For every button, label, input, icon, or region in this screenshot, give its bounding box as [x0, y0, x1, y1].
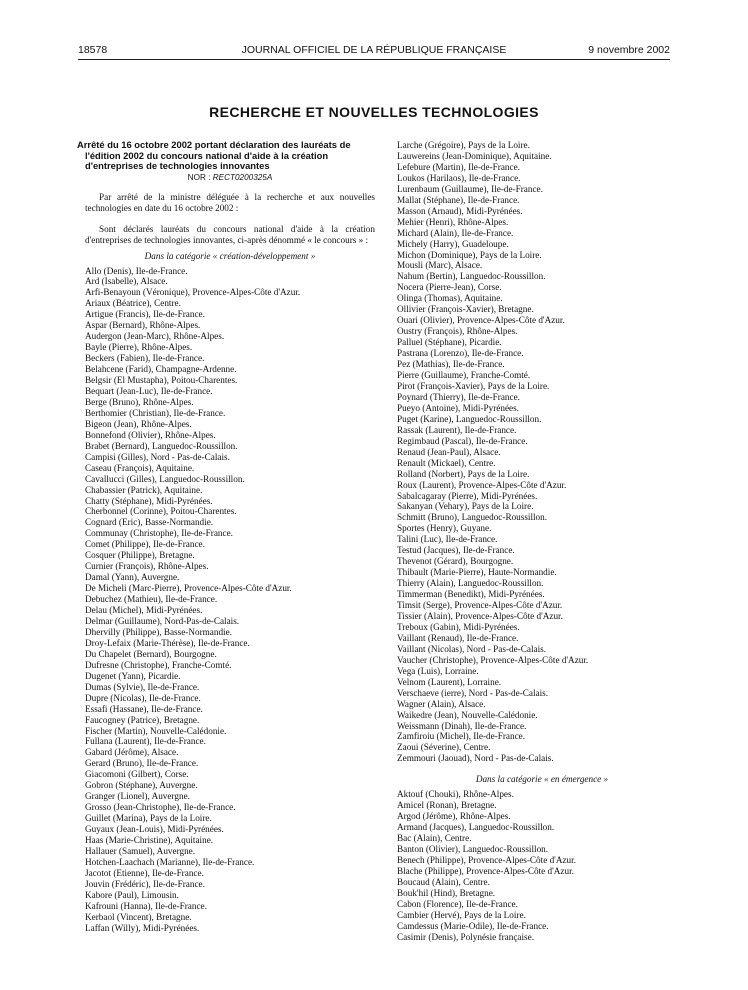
laureate-entry: Pueyo (Antoine), Midi-Pyrénées. — [397, 402, 519, 413]
laureate-entry: Damal (Yann), Auvergne. — [85, 572, 180, 583]
laureate-entry: Berthomier (Christian), Ile-de-France. — [85, 407, 226, 418]
decree-title: Arrêté du 16 octobre 2002 portant déclaration des lauréats de l'édition 2002 du concours national d'aide à la création d'entreprises de technologies innovantes — [77, 139, 351, 172]
laureate-entry: Audergon (Jean-Marc), Rhône-Alpes. — [85, 331, 225, 342]
laureate-entry: Nahum (Bertin), Languedoc-Roussillon. — [397, 271, 546, 282]
laureate-entry: Cavallucci (Gilles), Languedoc-Roussillon. — [85, 473, 245, 484]
laureate-entry: Camdessus (Marie-Odile), Ile-de-France. — [397, 920, 549, 931]
laureate-entry: Pierre (Guillaume), Franche-Comté. — [397, 370, 531, 381]
laureate-entry: Hallauer (Samuel), Auvergne. — [85, 846, 196, 857]
laureate-entry: Hotchen-Laachach (Marianne), Ile-de-France. — [85, 856, 255, 867]
laureate-entry: Talini (Luc), Ile-de-France. — [397, 534, 498, 545]
laureate-entry: Vega (Luis), Lorraine. — [397, 665, 479, 676]
laureate-entry: Benech (Philippe), Provence-Alpes-Côte d'Azur. — [397, 855, 576, 865]
laureate-entry: Bonnefond (Olivier), Rhône-Alpes. — [85, 429, 216, 440]
laureate-entry: Jacotot (Etienne), Ile-de-France. — [85, 867, 204, 878]
laureate-entry: Dufresne (Christophe), Franche-Comté. — [85, 659, 232, 670]
laureate-entry: Pastrana (Lorenzo), Ile-de-France. — [397, 348, 524, 359]
laureate-entry: Gobron (Stéphane), Auvergne. — [85, 780, 198, 791]
laureate-list-left — [85, 266, 375, 934]
laureate-entry: Droy-Lefaix (Marie-Thérèse), Ile-de-France. — [85, 637, 250, 648]
laureate-entry: Sabalcagaray (Pierre), Midi-Pyrénées. — [397, 490, 538, 501]
laureate-entry: Belahcene (Farid), Champagne-Ardenne. — [85, 364, 237, 375]
nor-label: NOR : — [187, 172, 211, 182]
laureate-entry: Artigue (Francis), Ile-de-France. — [85, 309, 205, 320]
laureate-entry: Mallat (Stéphane), Ile-de-France. — [397, 194, 520, 205]
laureate-entry: Ariaux (Béatrice), Centre. — [85, 298, 181, 309]
laureate-entry: Allo (Denis), Ile-de-France. — [85, 265, 188, 276]
laureate-entry: Larche (Grégoire), Pays de la Loire. — [397, 140, 530, 150]
laureate-entry: Bayle (Pierre), Rhône-Alpes. — [85, 342, 193, 353]
laureate-entry: Masson (Arnaud), Midi-Pyrénées. — [397, 205, 523, 216]
right-column — [397, 140, 687, 943]
laureate-entry: Bigeon (Jean), Rhône-Alpes. — [85, 418, 192, 429]
laureate-entry: Haas (Marie-Christine), Aquitaine. — [85, 835, 214, 846]
laureate-entry: Guyaux (Jean-Louis), Midi-Pyrénées. — [85, 824, 224, 835]
laureate-entry: Pirot (François-Xavier), Pays de la Loire. — [397, 380, 550, 391]
laureate-entry: Debuchez (Mathieu), Ile-de-France. — [85, 594, 218, 605]
laureate-entry: Bequart (Jean-Luc), Ile-de-France. — [85, 385, 213, 396]
laureate-entry: Bouk'hil (Hind), Bretagne. — [397, 887, 496, 898]
laureate-entry: Ollivier (François-Xavier), Bretagne. — [397, 304, 534, 315]
laureate-entry: Boucaud (Alain), Centre. — [397, 876, 490, 887]
laureate-entry: Kabore (Paul), Limousin. — [85, 889, 179, 900]
laureate-entry: Roux (Laurent), Provence-Alpes-Côte d'Azur. — [397, 479, 567, 490]
laureate-entry: Comet (Philippe), Ile-de-France. — [85, 539, 205, 550]
laureate-entry: Treboux (Gabin), Midi-Pyrénées. — [397, 621, 520, 632]
laureate-entry: Wagner (Alain), Alsace. — [397, 698, 486, 709]
laureate-entry: Michard (Alain), Ile-de-France. — [397, 227, 514, 238]
laureate-list-right — [397, 140, 687, 764]
laureate-entry: Poynard (Thierry), Ile-de-France. — [397, 391, 520, 402]
page-header — [78, 44, 670, 58]
laureate-entry: Ouari (Olivier), Provence-Alpes-Côte d'Azur. — [397, 315, 565, 326]
laureate-entry: Michely (Harry), Guadeloupe. — [397, 238, 509, 249]
laureate-entry: Loukos (Harilaos), Ile-de-France. — [397, 172, 521, 183]
laureate-entry: Casimir (Denis), Polynésie française. — [397, 931, 535, 942]
category-emergence-heading: Dans la catégorie « en émergence » — [475, 774, 609, 785]
laureate-entry: Fullana (Laurent), Ile-de-France. — [85, 736, 206, 747]
laureate-entry: Thierry (Alain), Languedoc-Roussillon. — [397, 578, 544, 589]
laureate-entry: De Micheli (Marc-Pierre), Provence-Alpes-Côte d'Azur. — [85, 583, 292, 594]
laureate-entry: Pez (Mathias), Ile-de-France. — [397, 359, 505, 370]
laureate-entry: Timsit (Serge), Provence-Alpes-Côte d'Azur. — [397, 600, 563, 611]
laureate-entry: Weissmann (Dinah), Ile-de-France. — [397, 720, 527, 731]
laureate-entry: Arfi-Benayoun (Véronique), Provence-Alpes-Côte d'Azur. — [85, 287, 301, 298]
laureate-entry: Zaoui (Séverine), Centre. — [397, 742, 491, 753]
laureate-entry: Aktouf (Chouki), Rhône-Alpes. — [397, 789, 514, 800]
laureate-entry: Delmar (Guillaume), Nord-Pas-de-Calais. — [85, 616, 240, 626]
laureate-entry: Brabet (Bernard), Languedoc-Roussillon. — [85, 440, 238, 451]
laureate-entry: Banton (Olivier), Languedoc-Roussillon. — [397, 844, 549, 855]
laureate-entry: Cosquer (Philippe), Bretagne. — [85, 550, 195, 561]
laureate-entry: Armand (Jacques), Languedoc-Roussillon. — [397, 822, 555, 833]
laureate-entry: Dhervilly (Philippe), Basse-Normandie. — [85, 626, 232, 637]
laureate-entry: Grosso (Jean-Christophe), Ile-de-France. — [85, 802, 236, 813]
laureate-entry: Granger (Lionel), Auvergne. — [85, 791, 190, 802]
laureate-entry: Dugenet (Yann), Picardie. — [85, 670, 181, 681]
laureate-list-emergence — [397, 789, 687, 942]
laureate-entry: Thevenot (Gérard), Bourgogne. — [397, 556, 514, 567]
laureate-entry: Olinga (Thomas), Aquitaine. — [397, 293, 503, 304]
laureate-entry: Fischer (Martin), Nouvelle-Calédonie. — [85, 725, 227, 736]
laureate-entry: Renault (Mickael), Centre. — [397, 457, 496, 468]
laureate-entry: Dumas (Sylvie), Ile-de-France. — [85, 681, 200, 692]
laureate-entry: Laffan (Willy), Midi-Pyrénées. — [85, 922, 200, 933]
section-title: RECHERCHE ET NOUVELLES TECHNOLOGIES — [209, 104, 539, 120]
laureate-entry: Argod (Jérôme), Rhône-Alpes. — [397, 811, 511, 822]
laureate-entry: Faucogney (Patrice), Bretagne. — [85, 714, 200, 725]
laureate-entry: Verschaeve (ierre), Nord - Pas-de-Calais. — [397, 687, 549, 698]
laureate-entry: Lefebure (Martin), Ile-de-France. — [397, 161, 520, 172]
laureate-entry: Lurenbaum (Guillaume), Ile-de-France. — [397, 183, 543, 194]
laureate-entry: Puget (Karine), Languedoc-Roussillon. — [397, 413, 542, 424]
left-column — [77, 139, 375, 934]
laureate-entry: Jouvin (Frédéric), Ile-de-France. — [85, 878, 205, 889]
laureate-entry: Vaucher (Christophe), Provence-Alpes-Côte d'Azur. — [397, 654, 589, 665]
laureate-entry: Campisi (Gilles), Nord - Pas-de-Calais. — [85, 451, 230, 462]
laureate-entry: Rassak (Laurent), Ile-de-France. — [397, 424, 517, 435]
laureate-entry: Renaud (Jean-Paul), Alsace. — [397, 446, 501, 457]
laureate-entry: Essafi (Hassane), Ile-de-France. — [85, 703, 203, 714]
laureate-entry: Amicel (Ronan), Bretagne. — [397, 800, 497, 811]
laureate-entry: Cambier (Hervé), Pays de la Loire. — [397, 909, 526, 920]
laureate-entry: Kafrouni (Hanna), Ile-de-France. — [85, 900, 207, 911]
laureate-entry: Oustry (François), Rhône-Alpes. — [397, 326, 518, 337]
laureate-entry: Regimbaud (Pascal), Ile-de-France. — [397, 435, 528, 446]
issue-date: 9 novembre 2002 — [588, 44, 670, 56]
laureate-entry: Velnom (Laurent), Lorraine. — [397, 676, 502, 687]
laureate-entry: Lauwereins (Jean-Dominique), Aquitaine. — [397, 150, 552, 161]
header-rule — [78, 59, 670, 60]
laureate-entry: Mousli (Marc), Alsace. — [397, 260, 483, 271]
laureate-entry: Giacomoni (Gilbert), Corse. — [85, 769, 189, 780]
laureate-entry: Communay (Christophe), Ile-de-France. — [85, 528, 233, 539]
laureate-entry: Bac (Alain), Centre. — [397, 833, 472, 844]
laureate-entry: Delau (Michel), Midi-Pyrénées. — [85, 605, 203, 616]
laureate-entry: Testud (Jacques), Ile-de-France. — [397, 545, 515, 556]
laureate-entry: Thibault (Marie-Pierre), Haute-Normandie. — [397, 567, 557, 578]
decree-paragraph-2: Sont déclarés lauréats du concours national d'aide à la création d'entreprises de technologies innovantes, ci-après dénommé « le concours » : — [85, 223, 375, 245]
laureate-entry: Curnier (François), Rhône-Alpes. — [85, 561, 209, 572]
laureate-entry: Cognard (Eric), Basse-Normandie. — [85, 517, 214, 528]
laureate-entry: Gerard (Bruno), Ile-de-France. — [85, 758, 199, 769]
laureate-entry: Sportes (Henry), Guyane. — [397, 523, 492, 534]
laureate-entry: Chatty (Stéphane), Midi-Pyrénées. — [85, 495, 213, 506]
laureate-entry: Vaillant (Nicolas), Nord - Pas-de-Calais. — [397, 643, 546, 654]
laureate-entry: Belgsir (El Mustapha), Poitou-Charentes. — [85, 375, 238, 386]
laureate-entry: Vaillant (Renaud), Ile-de-France. — [397, 632, 519, 643]
laureate-entry: Aspar (Bernard), Rhône-Alpes. — [85, 320, 201, 331]
page-number: 18578 — [78, 44, 108, 56]
laureate-entry: Caseau (François), Aquitaine. — [85, 462, 195, 473]
laureate-entry: Chabassier (Patrick), Aquitaine. — [85, 484, 203, 495]
decree-paragraph-1: Par arrêté de la ministre déléguée à la recherche et aux nouvelles technologies en date du 16 octobre 2002 : — [85, 191, 375, 213]
laureate-entry: Cherbonnel (Corinne), Poitou-Charentes. — [85, 506, 237, 517]
nor-code: RECT0200325A — [212, 172, 273, 182]
laureate-entry: Berge (Bruno), Rhône-Alpes. — [85, 396, 194, 407]
laureate-entry: Blache (Philippe), Provence-Alpes-Côte d'Azur. — [397, 865, 574, 876]
laureate-entry: Sakanyan (Vehary), Pays de la Loire. — [397, 501, 534, 512]
laureate-entry: Beckers (Fabien), Ile-de-France. — [85, 353, 205, 364]
laureate-entry: Michon (Dominique), Pays de la Loire. — [397, 249, 542, 260]
nor-reference — [85, 173, 375, 184]
journal-title: JOURNAL OFFICIEL DE LA RÉPUBLIQUE FRANÇAISE — [241, 44, 507, 56]
laureate-entry: Tissier (Alain), Provence-Alpes-Côte d'Azur. — [397, 610, 563, 621]
laureate-entry: Cabon (Florence), Ile-de-France. — [397, 898, 518, 909]
laureate-entry: Nocera (Pierre-Jean), Corse. — [397, 282, 502, 293]
laureate-entry: Timmerman (Benedikt), Midi-Pyrénées. — [397, 589, 545, 600]
laureate-entry: Zemmouri (Jaouad), Nord - Pas-de-Calais. — [397, 753, 554, 764]
laureate-entry: Ard (Isabelle), Alsace. — [85, 276, 168, 287]
laureate-entry: Rolland (Norbert), Pays de la Loire. — [397, 468, 530, 479]
laureate-entry: Waikedre (Jean), Nouvelle-Calédonie. — [397, 709, 538, 720]
laureate-entry: Kerbaol (Vincent), Bretagne. — [85, 911, 192, 922]
laureate-entry: Mehier (Henri), Rhône-Alpes. — [397, 216, 509, 227]
laureate-entry: Schmitt (Bruno), Languedoc-Roussillon. — [397, 512, 548, 523]
laureate-entry: Gabard (Jérôme), Alsace. — [85, 747, 179, 758]
laureate-entry: Dupre (Nicolas), Ile-de-France. — [85, 692, 201, 703]
laureate-entry: Guillet (Marina), Pays de la Loire. — [85, 813, 212, 824]
laureate-entry: Zamfiroiu (Michel), Ile-de-France. — [397, 731, 526, 742]
category-creation-heading: Dans la catégorie « création-développement » — [144, 250, 316, 261]
laureate-entry: Palluel (Stéphane), Picardie. — [397, 337, 502, 348]
laureate-entry: Du Chapelet (Bernard), Bourgogne. — [85, 648, 217, 659]
